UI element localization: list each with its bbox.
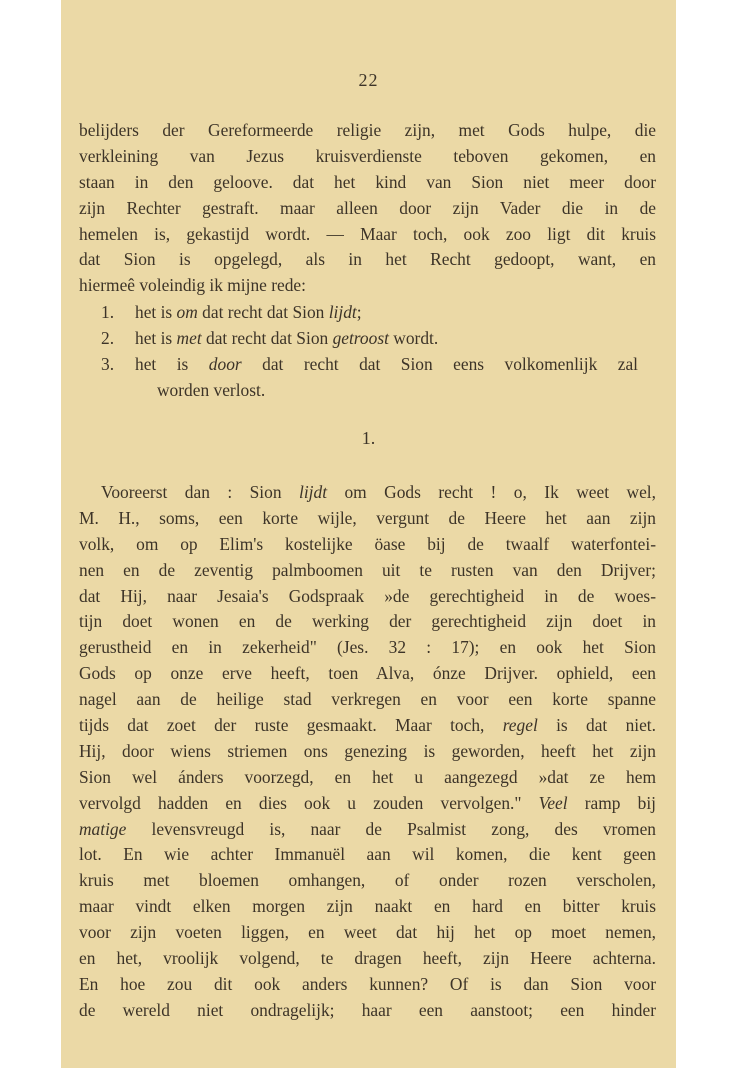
text-line: verkleining van Jezus kruisverdienste teboven gekomen, en	[79, 145, 656, 166]
text-line: Gods op onze erve heeft, toen Alva, ónze Drijver. ophield, een	[79, 663, 656, 684]
list-number: 1.	[101, 302, 115, 322]
text-line: de wereld niet ondragelijk; haar een aanstoot; een hinder	[79, 999, 656, 1020]
section-heading: 1.	[361, 428, 376, 448]
list-text: het is door dat recht dat Sion eens volkomenlijk zal	[135, 353, 638, 374]
text-line: Sion wel ánders voorzegd, en het u aangezegd »dat ze hem	[79, 766, 656, 787]
emphasis: lijdt	[299, 482, 328, 502]
text-line: en het, vroolijk volgend, te dragen heeft, zijn Heere achterna.	[79, 948, 656, 969]
intro-paragraph	[79, 118, 656, 299]
emphasis: regel	[502, 715, 538, 736]
emphasis: matige	[79, 818, 127, 839]
text-line: vervolgd hadden en dies ook u zouden vervolgen." Veel ramp bij	[79, 792, 656, 813]
text-line: belijders der Gereformeerde religie zijn, met Gods hulpe, die	[79, 120, 656, 140]
text-line: gerustheid en in zekerheid" (Jes. 32 : 17); en ook het Sion	[79, 637, 656, 658]
text-line: lot. En wie achter Immanuël aan wil komen, die kent geen	[79, 844, 656, 865]
list-item	[101, 326, 638, 352]
text-line: dat Sion is opgelegd, als in het Recht gedoopt, want, en	[79, 249, 656, 270]
list-text: het is met dat recht dat Sion getroost wordt.	[135, 327, 439, 348]
text-line: dat Hij, naar Jesaia's Godspraak »de gerechtigheid in de woes-	[79, 585, 656, 606]
text-line: M. H., soms, een korte wijle, vergunt de Heere het aan zijn	[79, 507, 656, 528]
list-item	[101, 352, 638, 404]
text-line: volk, om op Elim's kostelijke öase bij de twaalf waterfontei-	[79, 533, 656, 554]
text-line: nagel aan de heilige stad verkregen en voor een korte spanne	[79, 689, 656, 710]
book-page	[61, 0, 676, 1068]
text-line: En hoe zou dit ook anders kunnen? Of is dan Sion voor	[79, 973, 656, 994]
text-line: Hij, door wiens striemen ons genezing is geworden, heeft het zijn	[79, 740, 656, 761]
main-paragraph	[79, 480, 656, 1024]
text-line: Vooreerst dan : Sion lijdt om Gods recht ! o, Ik weet wel,	[101, 482, 656, 502]
list-text: het is om dat recht dat Sion lijdt;	[135, 302, 362, 322]
list-text-continued: worden verlost.	[157, 379, 266, 400]
text-line: matige levensvreugd is, naar de Psalmist zong, des vromen	[79, 818, 656, 839]
text-line: maar vindt elken morgen zijn naakt en hard en bitter kruis	[79, 896, 656, 917]
emphasis: Veel	[538, 792, 568, 813]
text-line: kruis met bloemen omhangen, of onder rozen verscholen,	[79, 870, 656, 891]
text-line: nen en de zeventig palmboomen uit te rusten van den Drijver;	[79, 559, 656, 580]
numbered-list	[101, 300, 638, 404]
text-line: staan in den geloove. dat het kind van Sion niet meer door	[79, 171, 656, 192]
list-item	[101, 300, 638, 326]
list-number: 3.	[101, 353, 115, 374]
page-number: 22	[358, 70, 379, 90]
text-line: hiermeê voleindig ik mijne rede:	[79, 275, 306, 296]
text-line: voor zijn voeten liggen, en weet dat hij het op moet nemen,	[79, 922, 656, 943]
text-line: tijn doet wonen en de werking der gerechtigheid zijn doet in	[79, 611, 656, 632]
list-number: 2.	[101, 327, 115, 348]
text-line: hemelen is, gekastijd wordt. — Maar toch, ook zoo ligt dit kruis	[79, 223, 656, 244]
text-line: tijds dat zoet der ruste gesmaakt. Maar toch, regel is dat niet.	[79, 715, 656, 736]
text-line: zijn Rechter gestraft. maar alleen door zijn Vader die in de	[79, 197, 656, 218]
